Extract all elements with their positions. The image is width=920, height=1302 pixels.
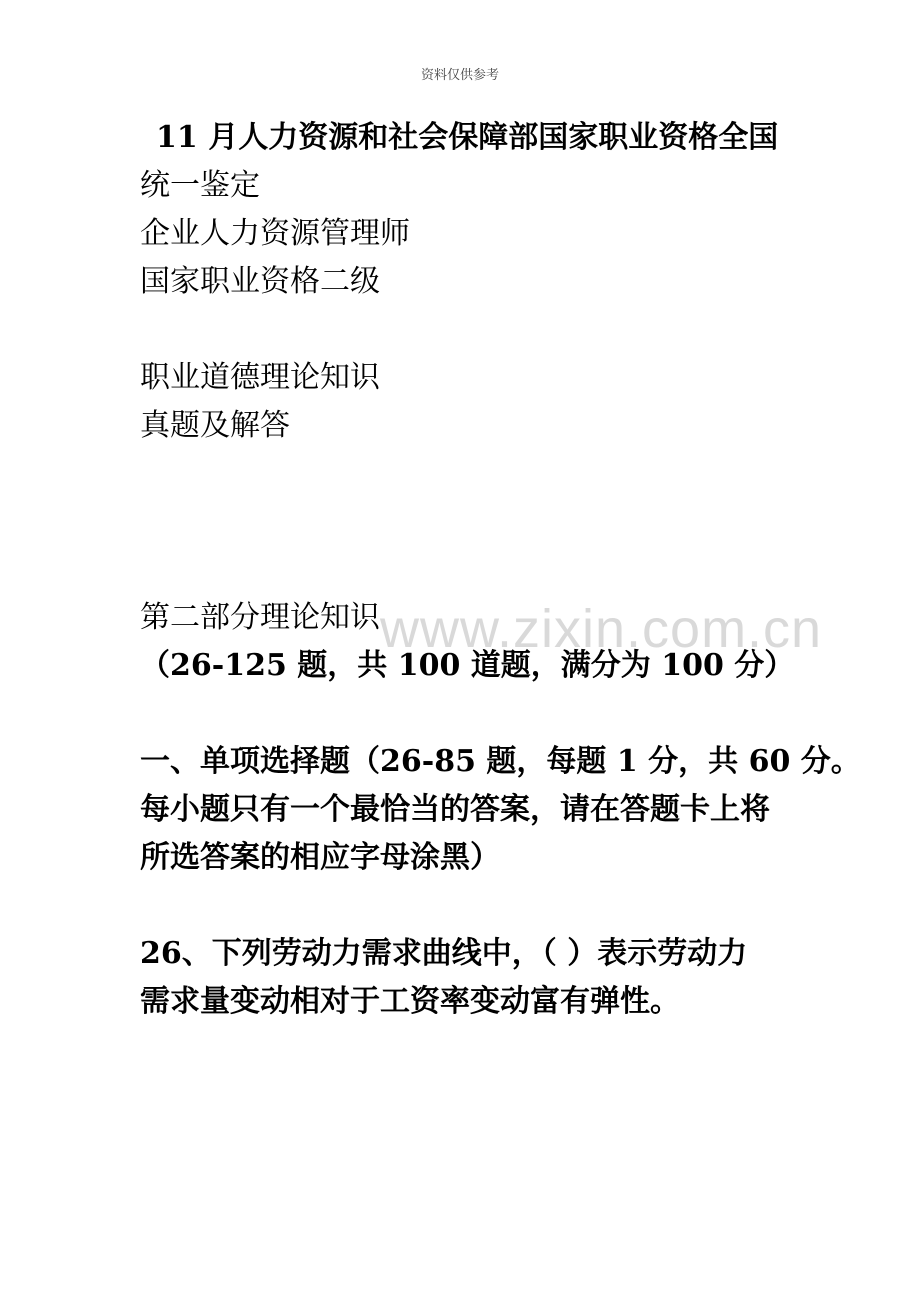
part2-heading: 第二部分理论知识 (140, 600, 380, 635)
watermark: www.zixin.com.cn (380, 599, 823, 659)
title-line-2: 统一鉴定 (140, 168, 260, 203)
section-line-2: 真题及解答 (140, 408, 290, 443)
question-26-line-1: 26、下列劳动力需求曲线中，（ ）表示劳动力 (140, 936, 748, 971)
single-choice-line-3: 所选答案的相应字母涂黑） (140, 840, 500, 875)
single-choice-line-2: 每小题只有一个最恰当的答案，请在答题卡上将 (140, 792, 770, 827)
question-26-line-2: 需求量变动相对于工资率变动富有弹性。 (140, 984, 680, 1019)
single-choice-line-1: 一、单项选择题（26-85 题，每题 1 分，共 60 分。 (140, 744, 861, 779)
title-line-4: 国家职业资格二级 (140, 264, 380, 299)
title-line-3: 企业人力资源管理师 (140, 216, 410, 251)
title-line-1: 11 月人力资源和社会保障部国家职业资格全国 (156, 120, 779, 155)
part2-subheading: （26-125 题，共 100 道题，满分为 100 分） (140, 648, 795, 683)
section-line-1: 职业道德理论知识 (140, 360, 380, 395)
header-note: 资料仅供参考 (420, 68, 499, 83)
document-body (140, 114, 861, 1026)
